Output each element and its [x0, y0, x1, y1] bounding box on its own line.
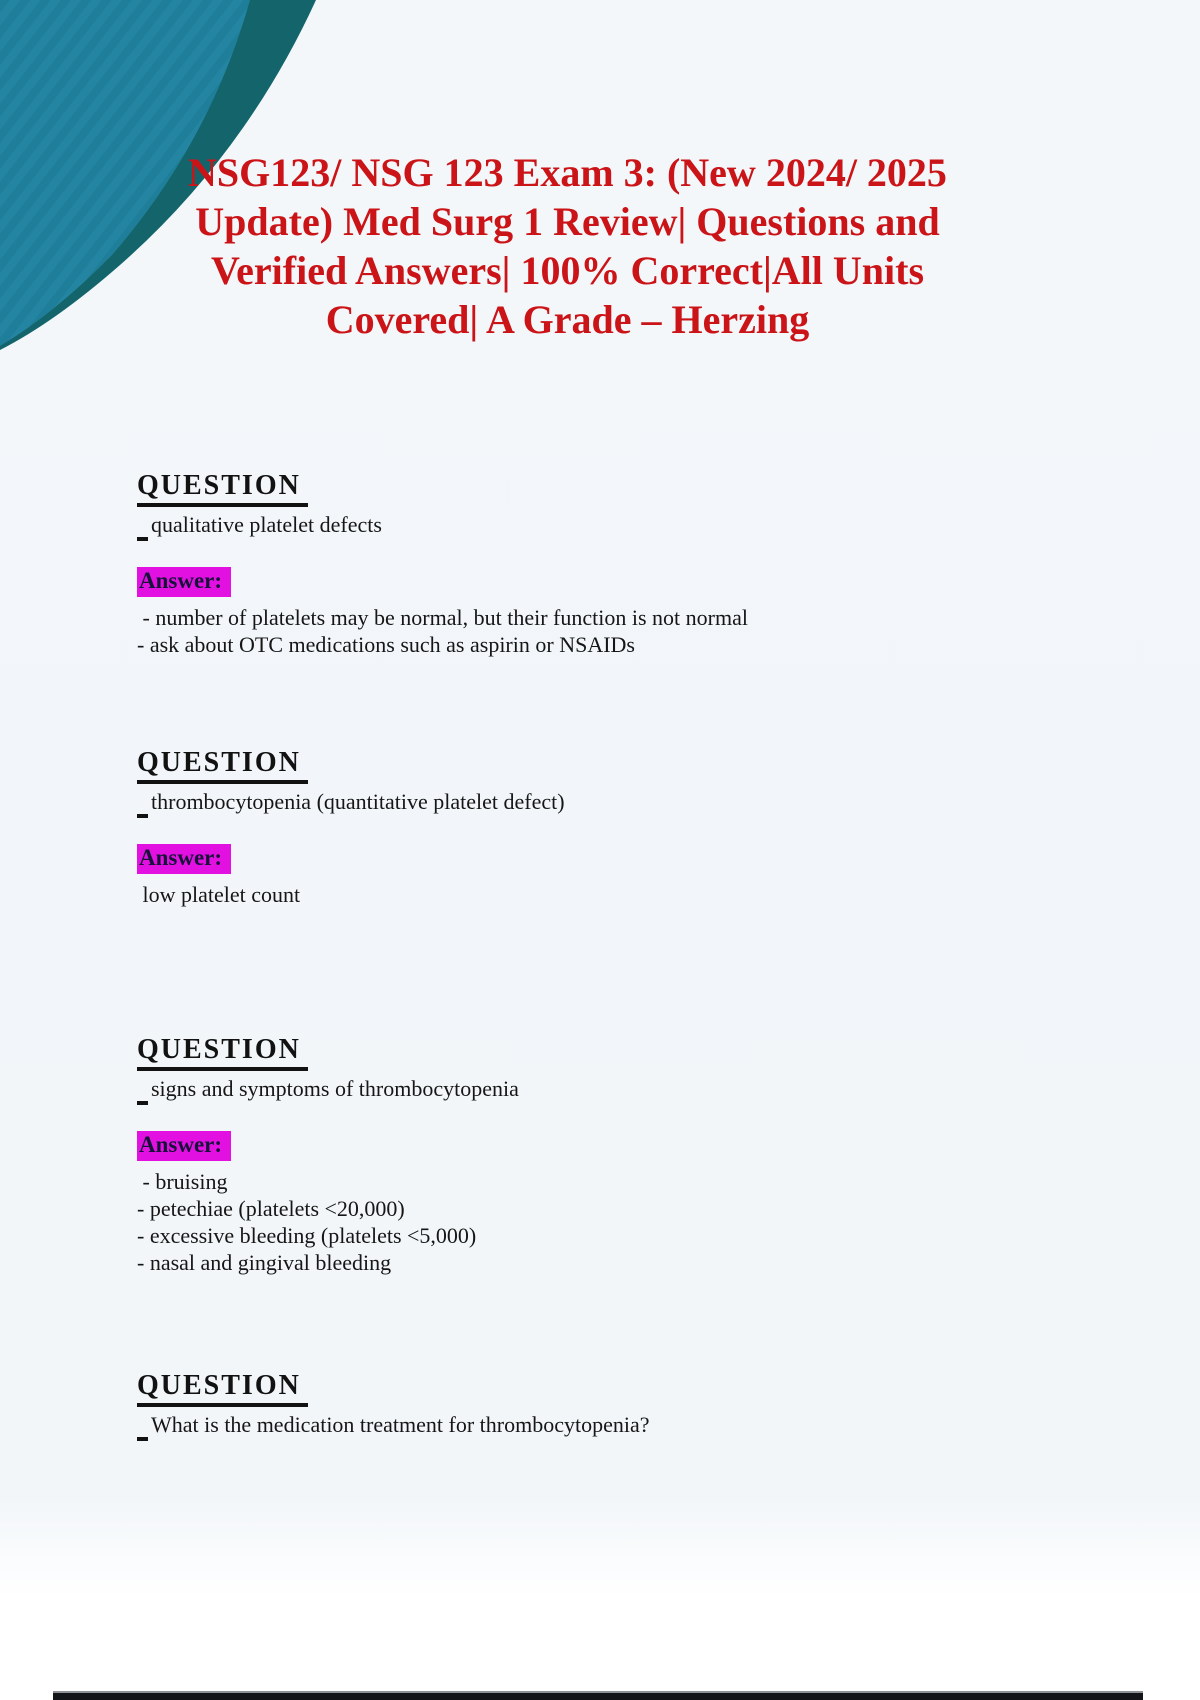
answer-label-highlight: Answer: — [137, 1131, 231, 1161]
footer-bar — [53, 1691, 1143, 1700]
answer-line: - petechiae (platelets <20,000) — [137, 1196, 405, 1221]
question-heading: QUESTION — [137, 1035, 308, 1071]
question-text: qualitative platelet defects — [151, 512, 382, 537]
answer-label-highlight: Answer: — [137, 567, 231, 597]
question-text: signs and symptoms of thrombocytopenia — [151, 1076, 519, 1101]
answer-line: - nasal and gingival bleeding — [137, 1250, 392, 1275]
answer-line: low platelet count — [137, 882, 301, 907]
answer-line: - ask about OTC medications such as aspirin or NSAIDs — [137, 632, 635, 657]
question-heading: QUESTION — [137, 471, 308, 507]
answer-label-highlight: Answer: — [137, 844, 231, 874]
document-title-line: Verified Answers| 100% Correct|All Units — [210, 248, 925, 293]
question-heading: QUESTION — [137, 1371, 308, 1407]
underscore-mark — [137, 1101, 148, 1105]
question-text: What is the medication treatment for thrombocytopenia? — [151, 1412, 650, 1437]
document-title-line: Update) Med Surg 1 Review| Questions and — [195, 199, 940, 244]
document-title-line: NSG123/ NSG 123 Exam 3: (New 2024/ 2025 — [188, 150, 947, 195]
document-title-line: Covered| A Grade – Herzing — [325, 297, 810, 342]
answer-lines — [137, 604, 1097, 658]
question-text: thrombocytopenia (quantitative platelet defect) — [151, 789, 565, 814]
qa-section — [137, 1035, 1097, 1276]
answer-line: - number of platelets may be normal, but their function is not normal — [137, 605, 748, 630]
answer-line: - bruising — [137, 1169, 228, 1194]
document-title — [35, 148, 1100, 344]
underscore-mark — [137, 537, 148, 541]
qa-section — [137, 1371, 1097, 1441]
qa-section — [137, 748, 1097, 908]
qa-section — [137, 471, 1097, 658]
answer-line: - excessive bleeding (platelets <5,000) — [137, 1223, 477, 1248]
underscore-mark — [137, 814, 148, 818]
answer-lines — [137, 881, 1097, 908]
qa-content — [137, 471, 1097, 1441]
question-heading: QUESTION — [137, 748, 308, 784]
answer-lines — [137, 1168, 1097, 1276]
underscore-mark — [137, 1437, 148, 1441]
